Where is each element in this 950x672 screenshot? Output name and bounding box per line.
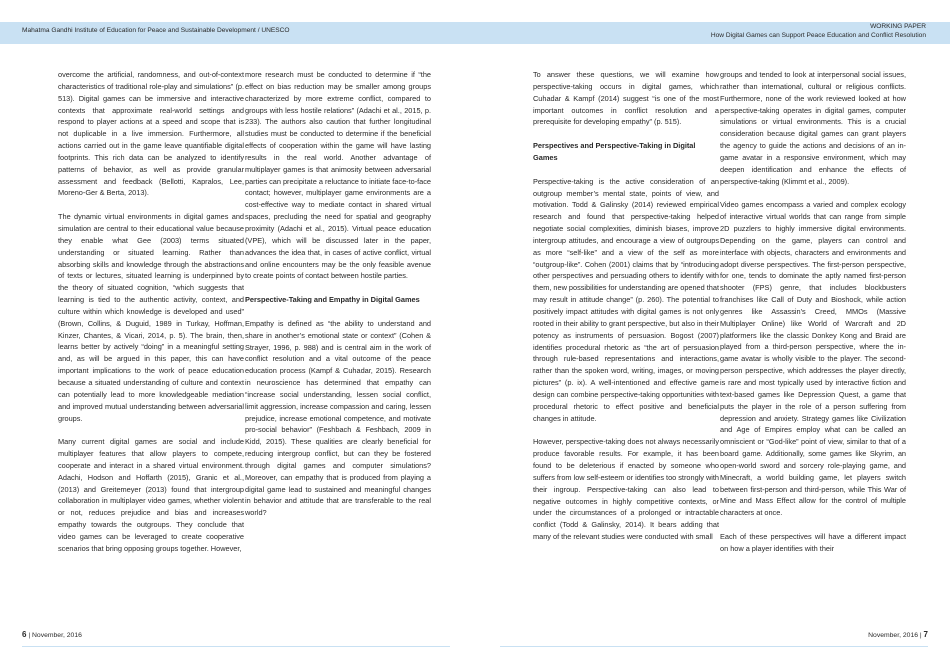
footer-date-right: November, 2016	[868, 632, 918, 639]
paragraph: groups and tended to look at interpersonal social issues, rather than international, cultural or religious conflicts. Furthermore, none of the work reviewed looked at how perspective-taking operates in digital games, computer simulations or virtual environments. This is a crucial consideration because digital games can grant players the agency to guide the actions and decisions of an in-game avatar in a responsive environment, which may deepen identification and enhance the effects of perspective-taking (Klimmt et al., 2009).	[720, 70, 906, 186]
working-paper-title: WORKING PAPER	[870, 23, 926, 30]
header-band	[0, 22, 950, 44]
page-number-left: 6	[22, 630, 27, 639]
paragraph: Perspective-taking is the active consideration of an outgroup member’s mental state, points of view, and motivation. Todd & Galinsky (2014) reviewed empirical research and found that perspective-taking helped negotiate social complexities, diminish biases, improve intergroup attitudes, and encourage a view of outgroups as more “self-like” and a view of the self as more “outgroup-like”. Cohen (2001) claims that by “introducing other perspectives and persuading others to identify with them, new possibilities for understanding are opened that may result in attitude change” (p. 260). The potential to positively impact attitudes with digital games is not only rooted in their ability to grant perspective, but also in their potency as instruments of persuasion. Bogost (2007) identifies procedural rhetoric as “the art of persuasion through rule-based representations and interactions, rather than the spoken word, writing, images, or moving pictures” (p. ix). A well-intentioned and effective game design can combine perspective-taking opportunities with procedural rhetoric to effect positive and beneficial changes in attitude.	[533, 176, 719, 423]
footer-left	[22, 630, 82, 639]
left-page-column-1	[58, 69, 244, 567]
paragraph: more research must be conducted to determine if “the effect on bias reduction may be smaller among groups characterized by more extreme conflict, compared to groups with less hostile relations” (Adachi et al., 2015, p. 233). The authors also caution that further longitudinal studies must be conducted to determine if the beneficial effects of cooperation within the game will have lasting results in the real world. Another advantage of multiplayer games is that animosity between adversarial parties can precipitate a reluctance to initiate face-to-face contact; however, multiplayer game environments are a cost-effective way to mediate contact in shared virtual spaces, precluding the need for spatial and geography proximity (Adachi et al., 2015). Virtual peace education (VPE), which will be discussed later in the paper, advances the idea that, in cases of active conflict, virtual and online encounters may be the only feasible avenue to create points of contact between hostile parties.	[245, 70, 431, 281]
paragraph: Empathy is defined as “the ability to understand and share in another’s emotional state or context” (Cohen & Strayer, 1996, p. 988) and is central aim in the work of conflict resolution and a vital outcome of the peace education process (Kampf & Cuhadar, 2015). Research in neuroscience has determined that empathy can “increase social understanding, lessen social conflict, limit aggression, increase compassion and caring, lessen prejudice, increase emotional competence, and motivate pro-social behavior” (Feshbach & Feshbach, 2009 in Kidd, 2015). These qualities are clearly beneficial for reducing intergroup conflict, but can they be fostered through digital games and computer simulations? Moreover, can empathy that is produced from playing a digital game lead to sustained and meaningful changes in behavior and attitude that are transferable to the real world?	[245, 318, 431, 518]
footer-rule-right	[500, 646, 928, 647]
right-page-column-1	[533, 69, 719, 555]
footer-rule-left	[22, 646, 450, 647]
section-heading-perspectives: Perspectives and Perspective-Taking in Digital Games	[533, 141, 696, 162]
paragraph: Many current digital games are social and include multiplayer features that allow players to compete, cooperate and interact in a shared virtual environment. Adachi, Hodson and Hoffarth (2015), Granic et al., (2013) and Greitemeyer (2013) found that intergroup collaboration in multiplayer video games, whether violent or not, reduces prejudice and bias and increases empathy towards the outgroups. They conclude that video games can be leveraged to create cooperative scenarios that bring opposing groups together. However,	[58, 437, 244, 553]
left-page-column-2	[245, 69, 431, 531]
section-heading-empathy: Perspective-Taking and Empathy in Digital Games	[245, 295, 420, 305]
paragraph: Each of these perspectives will have a different impact on how a player identifies with their	[720, 532, 906, 553]
paragraph: The dynamic virtual environments in digital games and simulation are central to their educational value because they enable what Gee (2003) terms situated understanding or situated learning. Rather than absorbing skills and knowledge through the abstractions of texts or lectures, situated learning is underpinned by the theory of situated cognition, “which suggests that learning is tied to the authentic activity, context, and culture within which knowledge is developed and used” (Brown, Collins, & Duguid, 1989 in Turkay, Hoffman, Kinzer, Chantes, & Vicari, 2014, p. 5). The brain, then, learns better by actively “doing” in a meaningful setting and, as will be argued in this paper, this can have important implications to the work of peace education because a situated understanding of culture and context can potentially lead to more knowledgeable mediation and improved mutual understanding between adversarial groups.	[58, 212, 244, 423]
working-paper-label	[711, 22, 926, 40]
paragraph: overcome the artificial, randomness, and out-of-context characteristics of traditional role-play and simulations” (p. 513). Digital games can be immersive and interactive contexts that approximate real-world settings and respond to player actions at a speed and scope that is not duplicable in a live immersion. Furthermore, all actions carried out in the game leave quantifiable digital footprints. This rich data can be analyzed to identify patterns of behavior, as well as provide granular assessment and feedback (Bellotti, Kapralos, Lee, Moreno-Ger & Berta, 2013).	[58, 70, 244, 198]
paragraph: Video games encompass a varied and complex ecology of interactive virtual worlds that can range from simple 2D puzzlers to highly immersive digital environments. Depending on the game, players can control and interface with objects, characters and environments and adopt diverse perspectives. The first-person perspective, for one, tends to dominate the aptly named first-person shooter (FPS) genre, that includes blockbusters franchises like Call of Duty and Bioshock, while action genres like Assassin’s Creed, MMOs (Massive Multiplayer Online) like World of Warcraft and 2D platformers like the classic Donkey Kong and Braid are played from a third-person perspective, where the in-game avatar is wholly visible to the player. The second-person perspective, which addresses the player directly, is rare and most typically used by interactive fiction and text-based games like Depression Quest, a game that puts the player in the role of a person suffering from depression and anxiety. Strategy games like Civilization and Age of Empires employ what can be called an omniscient or “God-like” point of view, similar to that of a board game. Additionally, some games like Skyrim, an open-world sword and sorcery role-playing game, and Minecraft, a world building game, let players switch between first-person and third-person, while This War of Mine and Mass Effect allow for the control of multiple characters at once.	[720, 200, 906, 518]
paper-subtitle: How Digital Games can Support Peace Education and Conflict Resolution	[710, 32, 926, 39]
footer-separator: |	[28, 632, 31, 639]
page-number-right: 7	[923, 630, 928, 639]
footer-right	[868, 630, 928, 639]
footer-separator: |	[919, 632, 922, 639]
paragraph: However, perspective-taking does not always necessarily produce favorable results. For example, it has been found to be deleterious if enacted by someone who suffers from low self-esteem or identifies too strongly with their ingroup. Perspective-taking can also lead to negative outcomes in highly competitive contexts, or under the circumstances of a prolonged or intractable conflict (Todd & Galinsky, 2014). It bears adding that many of the relevant studies were conducted with small	[533, 437, 719, 542]
right-page-column-2	[720, 69, 906, 567]
paragraph: To answer these questions, we will examine how perspective-taking occurs in digital games, which Cuhadar & Kampf (2014) suggest “is one of the most important outcomes in conflict resolution and a prerequisite for developing empathy” (p. 515).	[533, 70, 719, 127]
institute-name: Mahatma Gandhi Institute of Education for Peace and Sustainable Development / UNESCO	[22, 27, 290, 34]
footer-date-left: November, 2016	[32, 632, 82, 639]
